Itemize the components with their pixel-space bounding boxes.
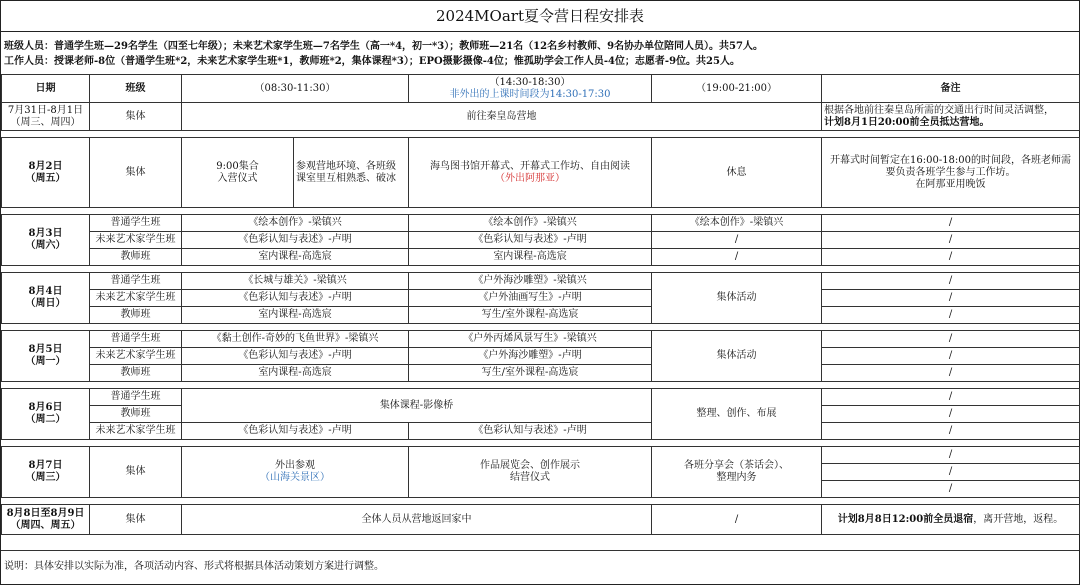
date-label: 8月7日	[28, 460, 63, 471]
location-label: （山海关景区）	[260, 472, 330, 483]
spacer-row	[2, 440, 1080, 447]
remark-rest: ，离开营地，返程。	[973, 513, 1064, 525]
remark-cell	[822, 103, 1080, 131]
class-row	[2, 307, 1080, 324]
group-course-cell: 集体课程-影像桥	[182, 389, 652, 423]
remark-cell: /	[822, 389, 1080, 406]
morning-cell: 《色彩认知与表述》-卢明	[182, 423, 409, 440]
afternoon-cell: 《色彩认知与表述》-卢明	[409, 423, 652, 440]
afternoon-cell	[409, 447, 652, 498]
date-cell	[2, 505, 90, 535]
class-cell: 集体	[90, 505, 182, 535]
afternoon-cell: 室内课程-高选宸	[409, 249, 652, 266]
activity-line: 9:00集合	[216, 160, 259, 172]
spacer-row	[2, 266, 1080, 273]
class-cell: 教师班	[90, 249, 182, 266]
header-morning: （08:30-11:30）	[182, 75, 409, 103]
class-row	[2, 215, 1080, 232]
footnote-divider	[1, 550, 1079, 551]
remark-cell: /	[822, 232, 1080, 249]
weekday-label: （周四、周五）	[10, 519, 81, 531]
class-row	[2, 290, 1080, 307]
remark-cell: /	[822, 290, 1080, 307]
activity-line: 参观营地环境、各班级	[296, 160, 396, 172]
class-row	[2, 273, 1080, 290]
weekday-label: （周五）	[25, 172, 66, 184]
activity-line: 海鸟图书馆开幕式、开幕式工作坊、自由阅读	[430, 160, 631, 172]
class-row	[2, 249, 1080, 266]
morning-cell-2	[294, 138, 409, 208]
weekday-label: （周三、周四）	[10, 116, 81, 128]
activity-cell: 前往秦皇岛营地	[182, 103, 822, 131]
remark-line: 要负责各班学生参与工作坊。	[885, 166, 1016, 178]
class-cell: 集体	[90, 447, 182, 498]
remark-cell: /	[822, 307, 1080, 324]
evening-cell: 集体活动	[652, 331, 822, 382]
morning-cell: 《黏土创作-奇妙的飞鱼世界》-梁镇兴	[182, 331, 409, 348]
evening-cell: /	[652, 249, 822, 266]
participants-info: 班级人员：普通学生班—29名学生（四至七年级）；未来艺术家学生班—7名学生（高一*4，初一*3）；教师班—21名（12名乡村教师、9名协办单位陪同人员）。共57人。	[4, 41, 763, 52]
remark-cell: /	[822, 365, 1080, 382]
class-row	[2, 365, 1080, 382]
weekday-label: （周一）	[25, 356, 66, 367]
morning-cell: 《色彩认知与表述》-卢明	[182, 348, 409, 365]
remark-cell: /	[822, 273, 1080, 290]
weekday-label: （周三）	[25, 472, 66, 483]
remark-line: 根据各地前往秦皇岛所需的交通出行时间灵活调整，	[824, 104, 1055, 116]
afternoon-cell: 写生/室外课程-高选宸	[409, 307, 652, 324]
remark-cell: /	[822, 464, 1080, 481]
header-class: 班级	[90, 75, 182, 103]
date-label: 8月3日	[28, 228, 63, 239]
remark-cell: /	[822, 481, 1080, 498]
activity-line: 入营仪式	[217, 172, 258, 184]
afternoon-cell: 写生/室外课程-高选宸	[409, 365, 652, 382]
date-label: 7月31日-8月1日	[7, 104, 84, 116]
class-cell: 集体	[90, 103, 182, 131]
spacer-row	[2, 382, 1080, 389]
class-row	[2, 423, 1080, 440]
header-afternoon-note: 非外出的上课时间段为14:30-17:30	[449, 88, 611, 100]
afternoon-cell: 《户外丙烯风景写生》-梁镇兴	[409, 331, 652, 348]
header-evening: （19:00-21:00）	[652, 75, 822, 103]
schedule-table	[1, 74, 1080, 535]
remark-cell	[822, 138, 1080, 208]
morning-cell: 《绘本创作》-梁镇兴	[182, 215, 409, 232]
class-row	[2, 389, 1080, 406]
spacer-row	[2, 324, 1080, 331]
class-row	[2, 232, 1080, 249]
afternoon-cell: 《户外油画写生》-卢明	[409, 290, 652, 307]
date-cell	[2, 138, 90, 208]
weekday-label: （周日）	[25, 298, 66, 309]
page-title: 2024MOart夏令营日程安排表	[1, 1, 1079, 32]
spacer-row	[2, 208, 1080, 215]
activity-line: 课室里互相熟悉、破冰	[296, 172, 396, 184]
class-cell: 未来艺术家学生班	[90, 290, 182, 307]
class-cell: 集体	[90, 138, 182, 208]
afternoon-cell: 《户外海沙雕塑》-卢明	[409, 348, 652, 365]
date-cell	[2, 215, 90, 266]
date-cell	[2, 103, 90, 131]
day-row	[2, 447, 1080, 464]
header-remarks: 备注	[822, 75, 1080, 103]
header-afternoon-time: （14:30-18:30）	[489, 76, 571, 88]
weekday-label: （周六）	[25, 240, 66, 251]
remark-cell: /	[822, 447, 1080, 464]
evening-cell: /	[652, 232, 822, 249]
afternoon-cell: 《户外海沙雕塑》-梁镇兴	[409, 273, 652, 290]
morning-cell: 室内课程-高选宸	[182, 307, 409, 324]
remark-cell: /	[822, 215, 1080, 232]
date-cell	[2, 331, 90, 382]
date-cell	[2, 447, 90, 498]
morning-cell: 《色彩认知与表述》-卢明	[182, 290, 409, 307]
day-row	[2, 138, 1080, 208]
activity-cell: 全体人员从营地返回家中	[182, 505, 652, 535]
morning-cell-1	[182, 138, 294, 208]
class-cell: 未来艺术家学生班	[90, 348, 182, 365]
day-row	[2, 505, 1080, 535]
activity-line: 整理内务	[716, 472, 757, 483]
remark-line-bold: 计划8月1日20:00前全员抵达营地。	[824, 116, 990, 128]
date-label: 8月8日至8月9日	[6, 507, 85, 519]
evening-cell: 休息	[652, 138, 822, 208]
class-cell: 未来艺术家学生班	[90, 232, 182, 249]
afternoon-cell: 《色彩认知与表述》-卢明	[409, 232, 652, 249]
class-cell: 未来艺术家学生班	[90, 423, 182, 440]
date-cell	[2, 389, 90, 440]
morning-cell: 《色彩认知与表述》-卢明	[182, 232, 409, 249]
activity-line: 外出参观	[275, 460, 315, 471]
afternoon-cell: 《绘本创作》-梁镇兴	[409, 215, 652, 232]
class-row	[2, 331, 1080, 348]
evening-cell	[652, 447, 822, 498]
remark-cell: /	[822, 249, 1080, 266]
class-cell: 教师班	[90, 365, 182, 382]
morning-cell	[182, 447, 409, 498]
evening-cell: 集体活动	[652, 273, 822, 324]
date-cell	[2, 273, 90, 324]
remark-cell: /	[822, 348, 1080, 365]
class-cell: 普通学生班	[90, 215, 182, 232]
day-row	[2, 103, 1080, 131]
header-row	[2, 75, 1080, 103]
activity-line: 作品展览会、创作展示	[480, 460, 581, 471]
afternoon-cell	[409, 138, 652, 208]
date-label: 8月6日	[28, 402, 63, 413]
header-afternoon	[409, 75, 652, 103]
activity-line: 结营仪式	[510, 472, 551, 483]
remark-line: 开幕式时间暂定在16:00-18:00的时间段，各班老师需	[830, 154, 1072, 166]
spacer-row	[2, 131, 1080, 138]
evening-cell: /	[652, 505, 822, 535]
remark-cell: /	[822, 331, 1080, 348]
remark-line: 在阿那亚用晚饭	[915, 178, 986, 190]
remark-cell: /	[822, 406, 1080, 423]
header-date: 日期	[2, 75, 90, 103]
morning-cell: 室内课程-高选宸	[182, 249, 409, 266]
date-label: 8月2日	[28, 160, 63, 172]
class-cell: 普通学生班	[90, 331, 182, 348]
location-label: （外出阿那亚）	[495, 172, 566, 184]
weekday-label: （周二）	[25, 414, 66, 425]
staff-info: 工作人员：授课老师-8位（普通学生班*2，未来艺术家学生班*1，教师班*2，集体课程*3）；EPO摄影摄像-4位；惟孤助学会工作人员-4位；志愿者-9位。共25人。	[4, 56, 740, 67]
class-cell: 普通学生班	[90, 389, 182, 406]
evening-cell: 整理、创作、布展	[652, 389, 822, 440]
class-row	[2, 348, 1080, 365]
activity-line: 各班分享会（茶话会）、	[684, 460, 790, 471]
date-label: 8月5日	[28, 344, 63, 355]
remark-cell	[822, 505, 1080, 535]
class-cell: 普通学生班	[90, 273, 182, 290]
morning-cell: 室内课程-高选宸	[182, 365, 409, 382]
date-label: 8月4日	[28, 286, 63, 297]
remark-bold: 计划8月8日12:00前全员退宿	[837, 513, 974, 525]
evening-cell: 《绘本创作》-梁镇兴	[652, 215, 822, 232]
footnote: 说明：具体安排以实际为准，各项活动内容、形式将根据具体活动策划方案进行调整。	[4, 561, 384, 572]
remark-cell: /	[822, 423, 1080, 440]
class-cell: 教师班	[90, 406, 182, 423]
morning-cell: 《长城与雄关》-梁镇兴	[182, 273, 409, 290]
class-cell: 教师班	[90, 307, 182, 324]
spacer-row	[2, 498, 1080, 505]
